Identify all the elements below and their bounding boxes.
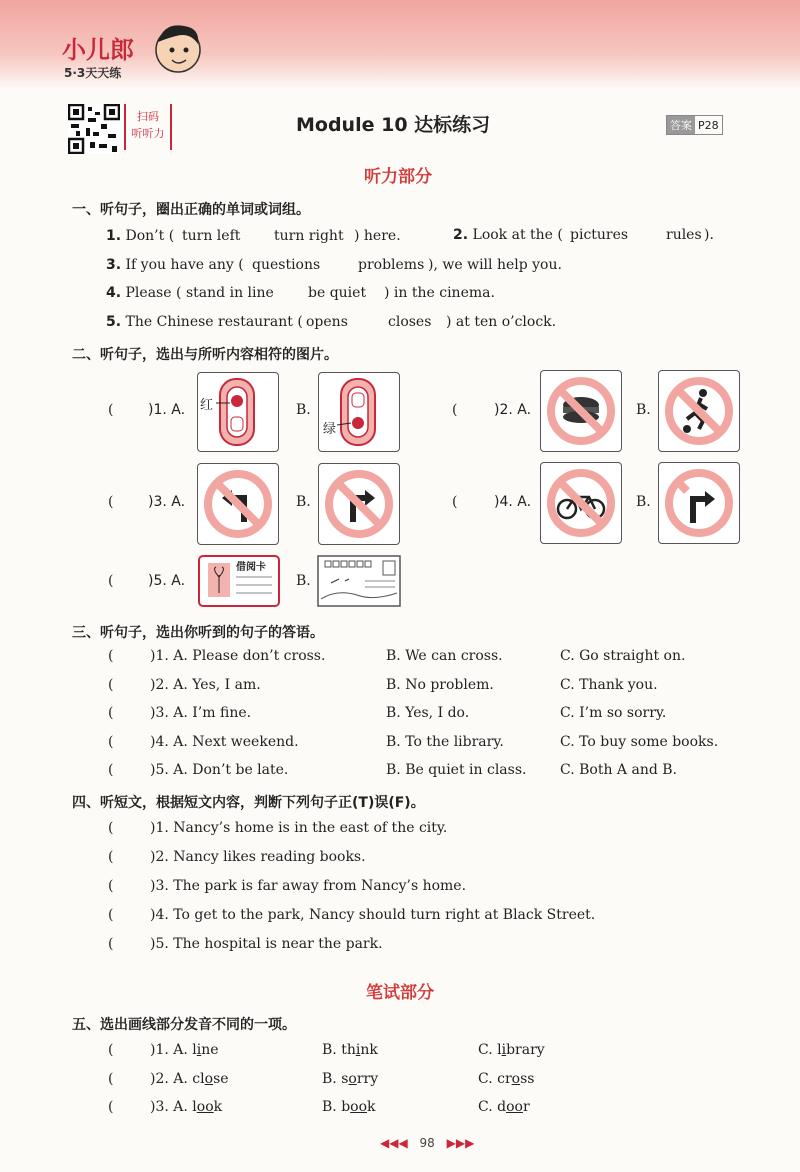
q1-3-post: ), we will help you. bbox=[428, 257, 562, 273]
answer-paren[interactable]: ( bbox=[108, 820, 114, 836]
q1-num: 2. bbox=[453, 227, 469, 243]
q4-item-2: )2. Nancy likes reading books. bbox=[150, 849, 366, 865]
b-pre: B. th bbox=[322, 1042, 356, 1058]
answer-page: P28 bbox=[698, 119, 719, 132]
answer-paren[interactable]: ( bbox=[108, 849, 114, 865]
q5-3-option-b[interactable] bbox=[322, 1099, 376, 1115]
c-pre: C. d bbox=[478, 1099, 507, 1115]
q1-text: If you have any ( bbox=[125, 257, 244, 273]
listening-section-title: 听力部分 bbox=[364, 167, 432, 187]
postcard-icon[interactable] bbox=[317, 555, 401, 607]
q2-1-b-label: B. bbox=[296, 402, 311, 418]
q1-1-post: ) here. bbox=[354, 228, 401, 244]
answer-paren[interactable]: ( bbox=[108, 677, 114, 693]
q3-4-option-c[interactable]: C. To buy some books. bbox=[560, 734, 719, 750]
q5-1-option-c[interactable] bbox=[478, 1042, 545, 1058]
q1-5-option-a[interactable]: opens bbox=[306, 314, 348, 330]
brand-subtitle: 5·3天天练 bbox=[64, 66, 122, 80]
q2-4-label: )4. A. bbox=[494, 494, 532, 510]
num: )1. A. bbox=[150, 1042, 188, 1058]
q5-1-option-a[interactable] bbox=[150, 1042, 219, 1058]
num: )2. A. bbox=[150, 1071, 188, 1087]
q1-3-option-b[interactable]: problems bbox=[358, 257, 425, 273]
no-food-sign-icon[interactable] bbox=[540, 370, 622, 452]
b-pre: B. b bbox=[322, 1099, 351, 1115]
a-post: k bbox=[213, 1099, 223, 1115]
answer-paren[interactable]: ( bbox=[452, 494, 458, 510]
answer-page-badge[interactable] bbox=[666, 115, 723, 135]
q1-item-4 bbox=[106, 285, 181, 301]
answer-label: 答案 bbox=[667, 116, 695, 134]
q2-5-b-label: B. bbox=[296, 573, 311, 589]
answer-paren[interactable]: ( bbox=[108, 573, 114, 589]
c-underlined: o bbox=[511, 1071, 521, 1087]
no-football-sign-icon[interactable] bbox=[658, 370, 740, 452]
brand-logo: 小儿郎 bbox=[62, 36, 134, 64]
q1-5-option-b[interactable]: closes bbox=[388, 314, 432, 330]
a-pre: l bbox=[192, 1042, 197, 1058]
q2-1-label: )1. A. bbox=[148, 402, 186, 418]
green-light-sign-icon[interactable] bbox=[318, 372, 400, 452]
answer-paren[interactable]: ( bbox=[108, 648, 114, 664]
b-post: k bbox=[367, 1099, 376, 1115]
a-underlined: i bbox=[196, 1042, 202, 1058]
c-pre: C. cr bbox=[478, 1071, 512, 1087]
q1-3-option-a[interactable]: questions bbox=[252, 257, 321, 273]
q3-3-option-a[interactable]: )3. A. I’m fine. bbox=[150, 705, 252, 721]
q1-4-post: ) in the cinema. bbox=[384, 285, 495, 301]
q4-item-3: )3. The park is far away from Nancy’s home. bbox=[150, 878, 467, 894]
next-arrows-icon: ▶▶▶ bbox=[446, 1136, 475, 1150]
answer-paren[interactable]: ( bbox=[108, 907, 114, 923]
b-underlined: i bbox=[355, 1042, 361, 1058]
q1-item-3 bbox=[106, 257, 244, 273]
q3-4-option-b[interactable]: B. To the library. bbox=[386, 734, 504, 750]
no-bicycle-sign-icon[interactable] bbox=[540, 462, 622, 544]
q3-1-option-a[interactable]: )1. A. Please don’t cross. bbox=[150, 648, 326, 664]
q3-5-option-a[interactable]: )5. A. Don’t be late. bbox=[150, 762, 289, 778]
green-label: 绿 bbox=[323, 422, 337, 437]
q5-3-option-c[interactable] bbox=[478, 1099, 530, 1115]
q1-num: 4. bbox=[106, 285, 122, 301]
page-title: Module 10 达标练习 bbox=[296, 114, 491, 136]
q1-4-option-a[interactable]: stand in line bbox=[186, 285, 274, 301]
page-number-value: 98 bbox=[419, 1136, 435, 1150]
answer-paren[interactable]: ( bbox=[108, 734, 114, 750]
q4-item-1: )1. Nancy’s home is in the east of the city. bbox=[150, 820, 448, 836]
a-post: se bbox=[213, 1071, 229, 1087]
q3-1-option-c[interactable]: C. Go straight on. bbox=[560, 648, 686, 664]
q1-5-post: ) at ten o’clock. bbox=[446, 314, 557, 330]
b-underlined: o bbox=[348, 1071, 357, 1087]
q1-1-option-b[interactable]: turn right bbox=[274, 228, 344, 244]
q1-text: Look at the ( bbox=[472, 227, 563, 243]
q2-2-label: )2. A. bbox=[494, 402, 532, 418]
q1-2-option-b[interactable]: rules bbox=[666, 227, 702, 243]
q2-5-label: )5. A. bbox=[148, 573, 186, 589]
q3-3-option-c[interactable]: C. I’m so sorry. bbox=[560, 705, 667, 721]
answer-paren[interactable]: ( bbox=[108, 1042, 114, 1058]
q4-heading: 四、听短文，根据短文内容，判断下列句子正(T)误(F)。 bbox=[72, 795, 425, 811]
scan-listening-label[interactable] bbox=[124, 104, 172, 150]
q3-2-option-c[interactable]: C. Thank you. bbox=[560, 677, 658, 693]
q5-2-option-b[interactable] bbox=[322, 1071, 378, 1087]
q2-3-b-label: B. bbox=[296, 494, 311, 510]
c-post: brary bbox=[506, 1042, 545, 1058]
q1-num: 3. bbox=[106, 257, 122, 273]
q3-5-option-b[interactable]: B. Be quiet in class. bbox=[386, 762, 527, 778]
q1-text: Please ( bbox=[125, 285, 182, 301]
q1-text: Don’t ( bbox=[125, 228, 175, 244]
q2-heading: 二、听句子，选出与所听内容相符的图片。 bbox=[72, 347, 338, 363]
a-underlined: o bbox=[204, 1071, 214, 1087]
q1-num: 1. bbox=[106, 228, 122, 244]
q5-3-option-a[interactable] bbox=[150, 1099, 222, 1115]
q1-text: The Chinese restaurant ( bbox=[125, 314, 303, 330]
q3-3-option-b[interactable]: B. Yes, I do. bbox=[386, 705, 470, 721]
q3-4-option-a[interactable]: )4. A. Next weekend. bbox=[150, 734, 299, 750]
q3-1-option-b[interactable]: B. We can cross. bbox=[386, 648, 503, 664]
answer-paren[interactable]: ( bbox=[108, 494, 114, 510]
answer-paren[interactable]: ( bbox=[108, 1099, 114, 1115]
b-post: nk bbox=[360, 1042, 378, 1058]
q3-2-option-b[interactable]: B. No problem. bbox=[386, 677, 494, 693]
writing-section-title: 笔试部分 bbox=[366, 983, 434, 1003]
answer-paren[interactable]: ( bbox=[108, 762, 114, 778]
a-pre: l bbox=[192, 1099, 197, 1115]
q2-4-b-label: B. bbox=[636, 494, 651, 510]
a-post: ne bbox=[201, 1042, 219, 1058]
q1-2-post: ). bbox=[704, 227, 714, 243]
no-right-turn-sign-icon[interactable] bbox=[318, 463, 400, 545]
q1-item-1 bbox=[106, 228, 174, 244]
q5-2-option-c[interactable] bbox=[478, 1071, 534, 1087]
answer-paren[interactable]: ( bbox=[108, 878, 114, 894]
a-pre: cl bbox=[192, 1071, 205, 1087]
a-underlined: oo bbox=[196, 1099, 214, 1115]
c-underlined: oo bbox=[506, 1099, 523, 1115]
mascot-icon bbox=[150, 16, 206, 86]
c-underlined: i bbox=[501, 1042, 507, 1058]
q5-heading: 五、选出画线部分发音不同的一项。 bbox=[72, 1017, 296, 1033]
q3-2-option-a[interactable]: )2. A. Yes, I am. bbox=[150, 677, 261, 693]
answer-paren[interactable]: ( bbox=[108, 1071, 114, 1087]
q1-1-option-a[interactable]: turn left bbox=[182, 228, 241, 244]
c-post: r bbox=[522, 1099, 530, 1115]
q1-item-2 bbox=[453, 227, 563, 243]
answer-paren[interactable]: ( bbox=[108, 705, 114, 721]
q1-num: 5. bbox=[106, 314, 122, 330]
q3-heading: 三、听句子，选出你听到的句子的答语。 bbox=[72, 625, 324, 641]
q1-heading: 一、听句子，圈出正确的单词或词组。 bbox=[72, 202, 310, 218]
scan-label-1: 扫码 bbox=[137, 110, 159, 123]
q4-item-4: )4. To get to the park, Nancy should turn right at Black Street. bbox=[150, 907, 596, 923]
b-underlined: oo bbox=[350, 1099, 368, 1115]
card-label: 借阅卡 bbox=[236, 562, 266, 573]
b-post: rry bbox=[356, 1071, 379, 1087]
red-label: 红 bbox=[200, 398, 214, 413]
prev-arrows-icon: ◀◀◀ bbox=[380, 1136, 408, 1150]
q1-2-option-a[interactable]: pictures bbox=[570, 227, 629, 243]
c-post: ss bbox=[520, 1071, 535, 1087]
no-right-turn-sign-icon[interactable] bbox=[658, 462, 740, 544]
answer-paren[interactable]: ( bbox=[452, 402, 458, 418]
q3-5-option-c[interactable]: C. Both A and B. bbox=[560, 762, 677, 778]
num: )3. A. bbox=[150, 1099, 188, 1115]
answer-paren[interactable]: ( bbox=[108, 402, 114, 418]
q1-item-5 bbox=[106, 314, 303, 330]
q2-3-label: )3. A. bbox=[148, 494, 186, 510]
q1-4-option-b[interactable]: be quiet bbox=[308, 285, 367, 301]
qr-code-icon[interactable] bbox=[68, 104, 120, 154]
q5-2-option-a[interactable] bbox=[150, 1071, 229, 1087]
q5-1-option-b[interactable] bbox=[322, 1042, 378, 1058]
page-number bbox=[380, 1136, 474, 1150]
b-pre: B. s bbox=[322, 1071, 349, 1087]
scan-label-2: 听听力 bbox=[131, 127, 165, 140]
q4-item-5: )5. The hospital is near the park. bbox=[150, 936, 383, 952]
q2-2-b-label: B. bbox=[636, 402, 651, 418]
answer-paren[interactable]: ( bbox=[108, 936, 114, 952]
c-pre: C. l bbox=[478, 1042, 502, 1058]
no-left-turn-sign-icon[interactable] bbox=[197, 463, 279, 545]
